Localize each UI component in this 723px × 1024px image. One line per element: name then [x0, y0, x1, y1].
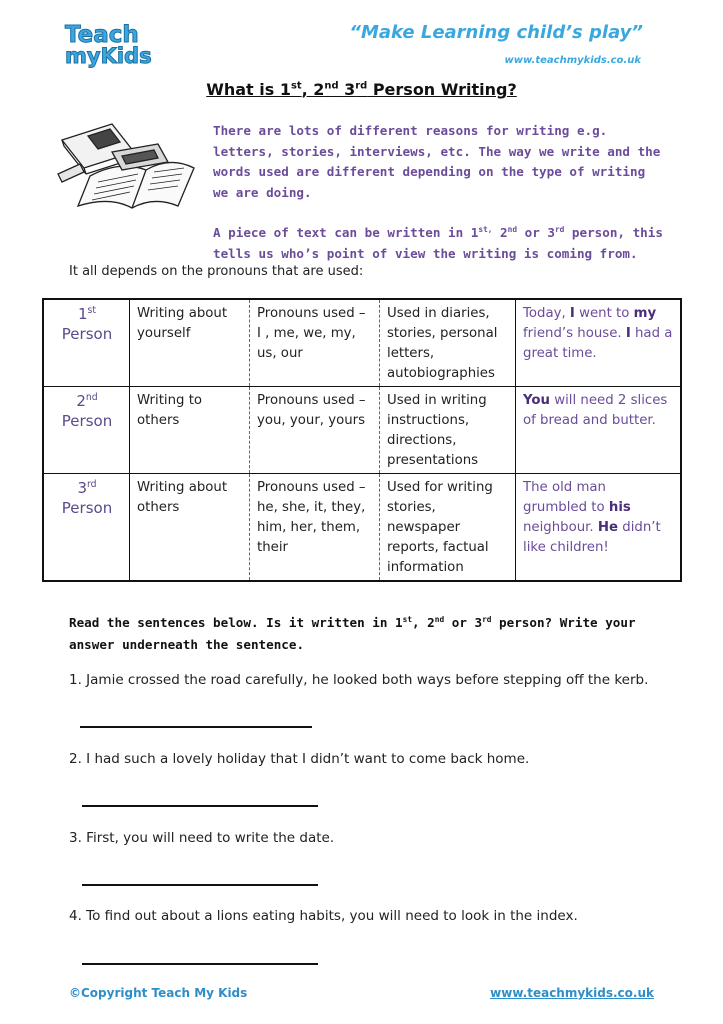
- table-cell: Used in diaries, stories, personal letters, autobiographies: [380, 299, 516, 387]
- answer-line-4[interactable]: [82, 963, 318, 965]
- answer-line-1[interactable]: [80, 726, 312, 728]
- footer-copyright: ©Copyright Teach My Kids: [69, 986, 248, 1000]
- question-4: 4. To find out about a lions eating habits, you will need to look in the index.: [69, 908, 578, 924]
- example-cell: The old man grumbled to his neighbour. He didn’t like children!: [516, 474, 682, 582]
- pronouns-intro: It all depends on the pronouns that are used:: [69, 264, 364, 279]
- person-label: 1st Person: [61, 305, 113, 343]
- instructions: Read the sentences below. Is it written in 1st, 2nd or 3rd person? Write your answer underneath the sentence.: [69, 614, 636, 652]
- logo: [62, 22, 162, 72]
- table-cell: Writing about yourself: [130, 299, 250, 387]
- intro-paragraph-1: There are lots of different reasons for writing e.g. letters, stories, interviews, etc. The way we write and the words used are different depending on the type of writing we are doing.: [213, 123, 661, 200]
- person-label: 3rd Person: [61, 479, 113, 517]
- table-cell: Used in writing instructions, directions, presentations: [380, 387, 516, 474]
- table-cell: Writing about others: [130, 474, 250, 582]
- question-2: 2. I had such a lovely holiday that I didn’t want to come back home.: [69, 751, 530, 767]
- answer-line-3[interactable]: [82, 884, 318, 886]
- example-cell: Today, I went to my friend’s house. I had a great time.: [516, 299, 682, 387]
- logo-line-2: myKids: [65, 44, 152, 68]
- tagline: “Make Learning child’s play”: [349, 22, 643, 43]
- person-table: [42, 298, 682, 582]
- table-row: [43, 474, 681, 582]
- person-label: 2nd Person: [61, 392, 113, 430]
- table-row: [43, 299, 681, 387]
- question-1: 1. Jamie crossed the road carefully, he looked both ways before stepping off the kerb.: [69, 672, 649, 688]
- table-row: [43, 387, 681, 474]
- table-cell: Pronouns used – I , me, we, my, us, our: [250, 299, 380, 387]
- footer-link[interactable]: www.teachmykids.co.uk: [490, 986, 654, 1000]
- example-cell: You will need 2 slices of bread and butter.: [516, 387, 682, 474]
- logo-line-1: Teach: [65, 22, 139, 48]
- question-3: 3. First, you will need to write the date.: [69, 830, 335, 846]
- page-title: What is 1st, 2nd 3rd Person Writing?: [206, 80, 517, 99]
- answer-line-2[interactable]: [82, 805, 318, 807]
- table-cell: Used for writing stories, newspaper reports, factual information: [380, 474, 516, 582]
- books-illustration-icon: [50, 112, 200, 212]
- header-url[interactable]: www.teachmykids.co.uk: [504, 55, 641, 66]
- intro-text: [213, 121, 663, 284]
- intro-paragraph-2: A piece of text can be written in $1^{st,}$ 2nd or 3rd person, this tells us who’s point of view the writing is coming from.: [213, 224, 663, 261]
- table-cell: Writing to others: [130, 387, 250, 474]
- table-cell: Pronouns used – he, she, it, they, him, her, them, their: [250, 474, 380, 582]
- table-cell: Pronouns used – you, your, yours: [250, 387, 380, 474]
